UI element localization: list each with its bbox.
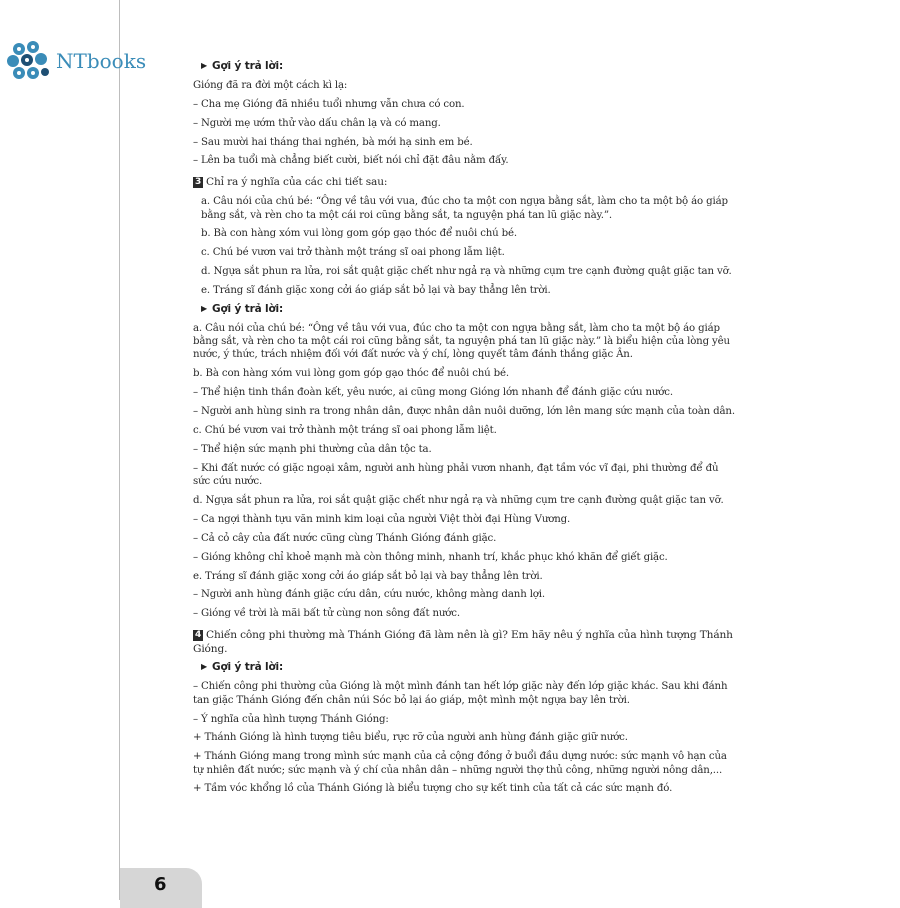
answer-line: e. Tráng sĩ đánh giặc xong cởi áo giáp sắt bỏ lại và bay thẳng lên trời. (193, 570, 543, 582)
answer-line: – Cha mẹ Gióng đã nhiều tuổi nhưng vẫn chưa có con. (193, 98, 465, 110)
answer-line: – Gióng về trời là mãi bất tử cùng non sông đất nước. (193, 608, 460, 620)
triangle-bullet-icon: ▶ (201, 61, 208, 70)
hint-label: Gợi ý trả lời: (212, 661, 284, 674)
question-4 (193, 629, 735, 656)
answer-line: – Người anh hùng sinh ra trong nhân dân, được nhân dân nuôi dưỡng, lớn lên mang sức mạnh của toàn dân. (193, 406, 735, 418)
question-item: a. Câu nói của chú bé: “Ông về tâu với vua, đúc cho ta một con ngựa bằng sắt, làm cho ta một bộ áo giáp bằng sắt, và rèn cho ta một cái roi cũng bằng sắt, ta nguyện phá tan lũ giặc này.”. (201, 196, 728, 221)
answer-line: – Chiến công phi thường của Gióng là một mình đánh tan hết lớp giặc này đến lớp giặc khác. Sau khi đánh tan giặc Thánh Gióng đến chân núi Sóc bỏ lại áo giáp, một mình một ngựa bay lên trời. (193, 681, 728, 706)
answer-hint-heading (193, 60, 735, 73)
ntbooks-logo-icon (4, 36, 54, 86)
answer-line: + Thánh Gióng là hình tượng tiêu biểu, rực rỡ của người anh hùng đánh giặc giữ nước. (193, 732, 628, 744)
question-item: c. Chú bé vươn vai trở thành một tráng sĩ oai phong lẫm liệt. (201, 247, 505, 259)
answer-line: d. Ngựa sắt phun ra lửa, roi sắt quật giặc chết như ngả rạ và những cụm tre cạnh đường quật giặc tan vỡ. (193, 495, 724, 506)
question-item: b. Bà con hàng xóm vui lòng gom góp gạo thóc để nuôi chú bé. (201, 228, 517, 240)
page-number: 6 (154, 874, 167, 895)
answer-line: a. Câu nói của chú bé: “Ông về tâu với vua, đúc cho ta một con ngựa bằng sắt, làm cho ta một bộ áo giáp bằng sắt, và rèn cho ta một cái roi cũng bằng sắt, ta nguyện phá tan lũ giặc này.” là biểu hiện của lòng yêu nước, ý thức, trách nhiệm đối với đất nước và ý chí, lòng quyết tâm đánh thắng giặc Ân. (193, 322, 730, 361)
question-item: d. Ngựa sắt phun ra lửa, roi sắt quật giặc chết như ngả rạ và những cụm tre cạnh đường quật giặc tan vỡ. (201, 266, 732, 278)
answer-line: – Thể hiện tinh thần đoàn kết, yêu nước, ai cũng mong Gióng lớn nhanh để đánh giặc cứu nước. (193, 387, 673, 399)
answer-line: – Thể hiện sức mạnh phi thường của dân tộc ta. (193, 443, 432, 455)
triangle-bullet-icon: ▶ (201, 662, 208, 672)
answer-line: – Gióng không chỉ khoẻ mạnh mà còn thông minh, nhanh trí, khắc phục khó khăn để giết giặc. (193, 551, 668, 563)
question-text: Chiến công phi thường mà Thánh Gióng đã làm nên là gì? Em hãy nêu ý nghĩa của hình tượng Thánh Gióng. (193, 629, 733, 655)
answer-line: – Lên ba tuổi mà chẳng biết cười, biết nói chỉ đặt đâu nằm đấy. (193, 155, 509, 167)
answer-line: b. Bà con hàng xóm vui lòng gom góp gạo thóc để nuôi chú bé. (193, 368, 509, 380)
answer-line: – Sau mười hai tháng thai nghén, bà mới hạ sinh em bé. (193, 136, 473, 148)
hint-label: Gợi ý trả lời: (212, 302, 284, 315)
answer-line: Gióng đã ra đời một cách kì lạ: (193, 79, 348, 91)
question-text: Chỉ ra ý nghĩa của các chi tiết sau: (206, 176, 388, 189)
question-number-badge: 3 (194, 177, 202, 188)
answer-line: – Ý nghĩa của hình tượng Thánh Gióng: (193, 713, 389, 725)
question-3 (193, 176, 735, 189)
answer-line: – Khi đất nước có giặc ngoại xâm, người anh hùng phải vươn nhanh, đạt tầm vóc vĩ đại, phi thường để đủ sức cứu nước. (193, 462, 719, 488)
page-number-tab (120, 868, 202, 908)
logo (4, 36, 146, 86)
answer-line: c. Chú bé vươn vai trở thành một tráng sĩ oai phong lẫm liệt. (193, 425, 497, 437)
page-content (193, 60, 735, 801)
answer-line: – Cả cỏ cây của đất nước cũng cùng Thánh Gióng đánh giặc. (193, 532, 497, 544)
answer-line: – Người mẹ ướm thử vào dấu chân lạ và có mang. (193, 117, 441, 129)
logo-text: NTbooks (56, 49, 147, 73)
answer-line: – Người anh hùng đánh giặc cứu dân, cứu nước, không màng danh lợi. (193, 589, 545, 601)
answer-line: + Tầm vóc khổng lồ của Thánh Gióng là biểu tượng cho sự kết tinh của tất cả các sức mạnh đó. (193, 783, 673, 795)
answer-line: – Ca ngợi thành tựu văn minh kim loại của người Việt thời đại Hùng Vương. (193, 513, 571, 525)
answer-line: + Thánh Gióng mang trong mình sức mạnh của cả cộng đồng ở buổi đầu dựng nước: sức mạnh vô hạn của tự nhiên đất nước; sức mạnh và ý chí của nhân dân – những người thợ thủ công, những người nông dân,... (193, 751, 727, 776)
answer-hint-heading (193, 661, 735, 674)
question-number-badge: 4 (194, 630, 202, 641)
triangle-bullet-icon: ▶ (201, 303, 208, 313)
hint-label: Gợi ý trả lời: (212, 60, 284, 72)
answer-hint-heading (193, 303, 735, 316)
page-margin-line (119, 0, 120, 900)
question-item: e. Tráng sĩ đánh giặc xong cởi áo giáp sắt bỏ lại và bay thẳng lên trời. (201, 285, 551, 297)
